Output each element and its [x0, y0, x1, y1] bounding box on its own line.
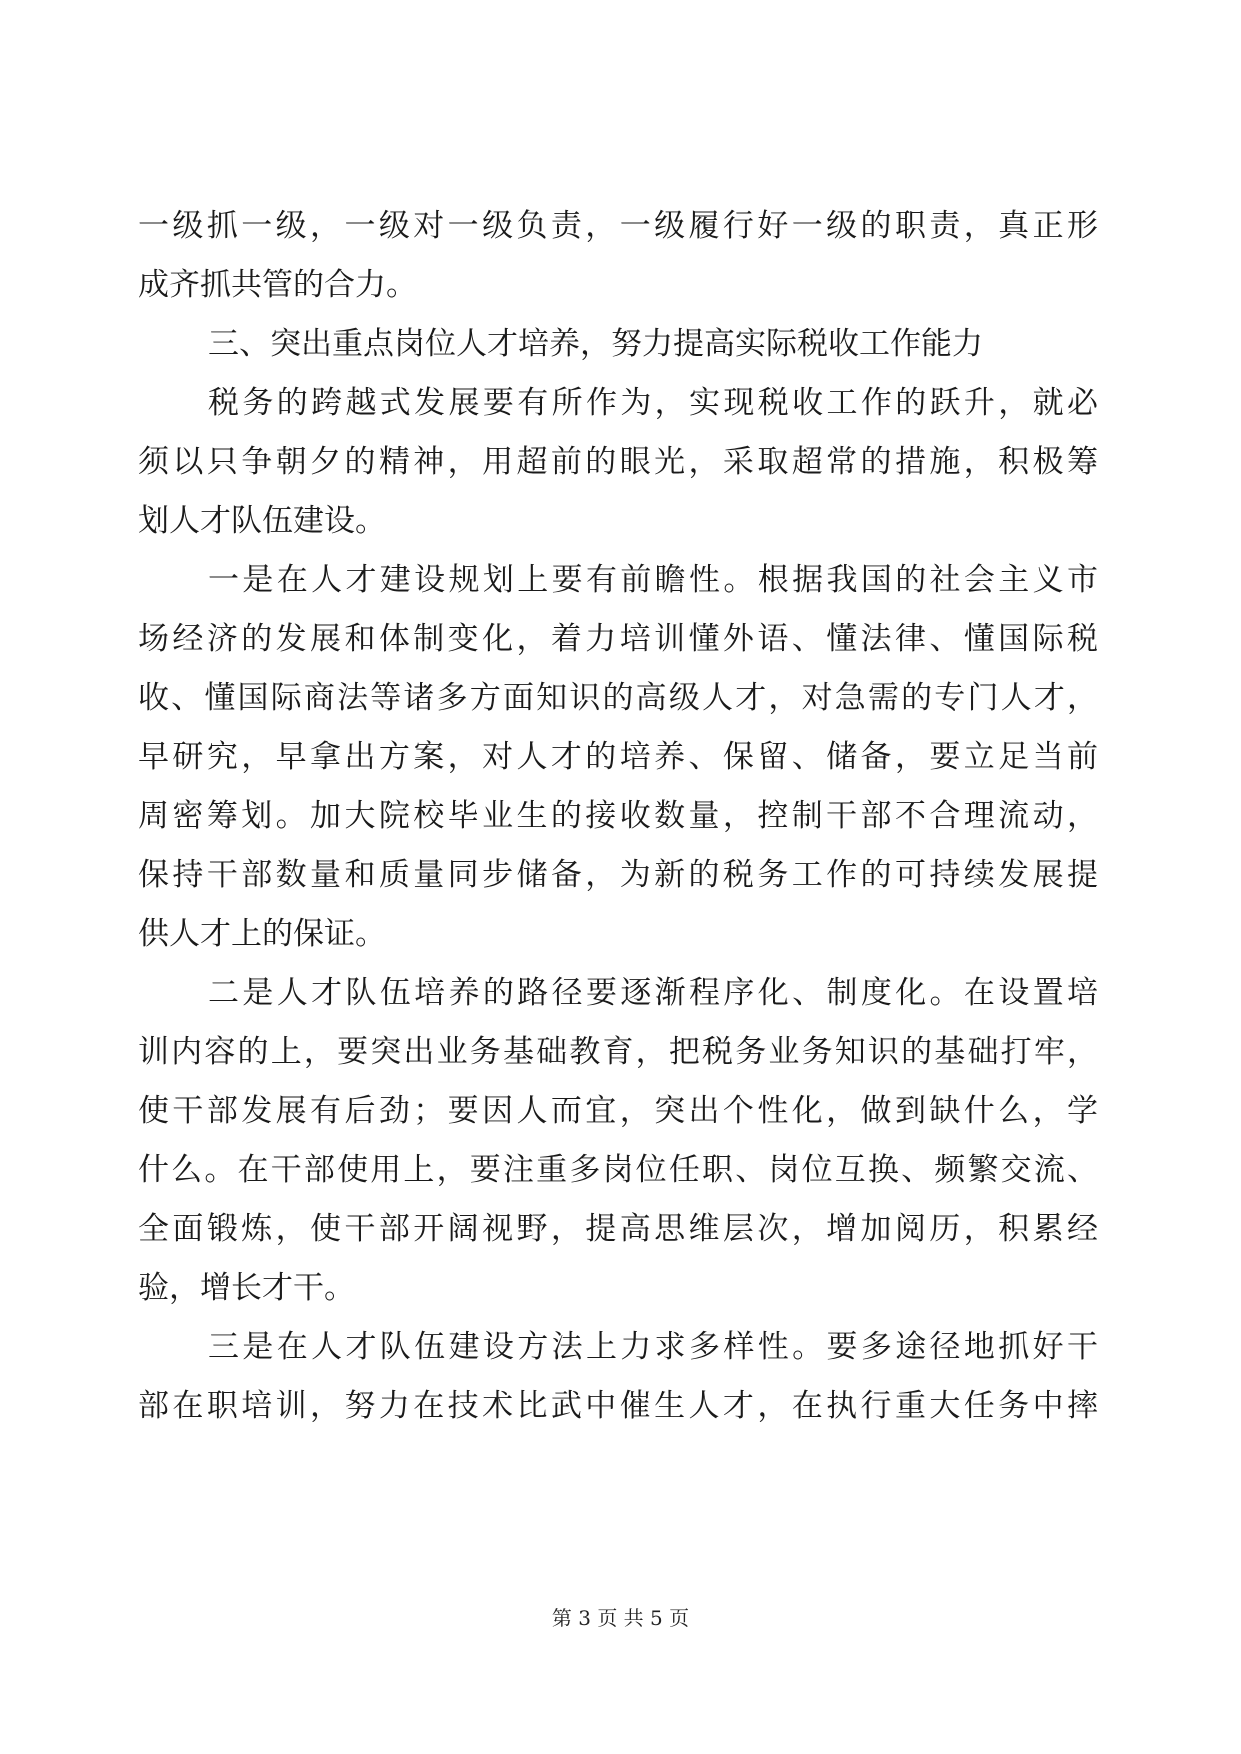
text-line: 场经济的发展和体制变化，着力培训懂外语、懂法律、懂国际税: [138, 621, 1098, 657]
text-line: 二是人才队伍培养的路径要逐渐程序化、制度化。在设置培: [208, 975, 1098, 1011]
text-line: 保持干部数量和质量同步储备，为新的税务工作的可持续发展提: [138, 857, 1098, 893]
text-line: 三是在人才队伍建设方法上力求多样性。要多途径地抓好干: [208, 1329, 1098, 1365]
text-line: 训内容的上，要突出业务基础教育，把税务业务知识的基础打牢，: [138, 1034, 1098, 1070]
text-line: 部在职培训，努力在技术比武中催生人才，在执行重大任务中摔: [138, 1388, 1098, 1424]
text-line: 什么。在干部使用上，要注重多岗位任职、岗位互换、频繁交流、: [138, 1152, 1098, 1188]
section-heading: 三、突出重点岗位人才培养，努力提高实际税收工作能力: [208, 326, 983, 362]
text-line: 验，增长才干。: [138, 1270, 355, 1306]
text-line: 收、懂国际商法等诸多方面知识的高级人才，对急需的专门人才，: [138, 680, 1098, 716]
text-line: 划人才队伍建设。: [138, 503, 386, 539]
text-line: 使干部发展有后劲；要因人而宜，突出个性化，做到缺什么，学: [138, 1093, 1098, 1129]
text-line: 税务的跨越式发展要有所作为，实现税收工作的跃升，就必: [208, 385, 1098, 421]
text-line: 成齐抓共管的合力。: [138, 267, 417, 303]
text-line: 周密筹划。加大院校毕业生的接收数量，控制干部不合理流动，: [138, 798, 1098, 834]
text-line: 一是在人才建设规划上要有前瞻性。根据我国的社会主义市: [208, 562, 1098, 598]
text-line: 供人才上的保证。: [138, 916, 386, 952]
text-line: 全面锻炼，使干部开阔视野，提高思维层次，增加阅历，积累经: [138, 1211, 1098, 1247]
text-line: 一级抓一级，一级对一级负责，一级履行好一级的职责，真正形: [138, 208, 1098, 244]
page-number-footer: 第 3 页 共 5 页: [551, 1606, 690, 1630]
text-line: 须以只争朝夕的精神，用超前的眼光，采取超常的措施，积极筹: [138, 444, 1098, 480]
text-line: 早研究，早拿出方案，对人才的培养、保留、储备，要立足当前: [138, 739, 1098, 775]
